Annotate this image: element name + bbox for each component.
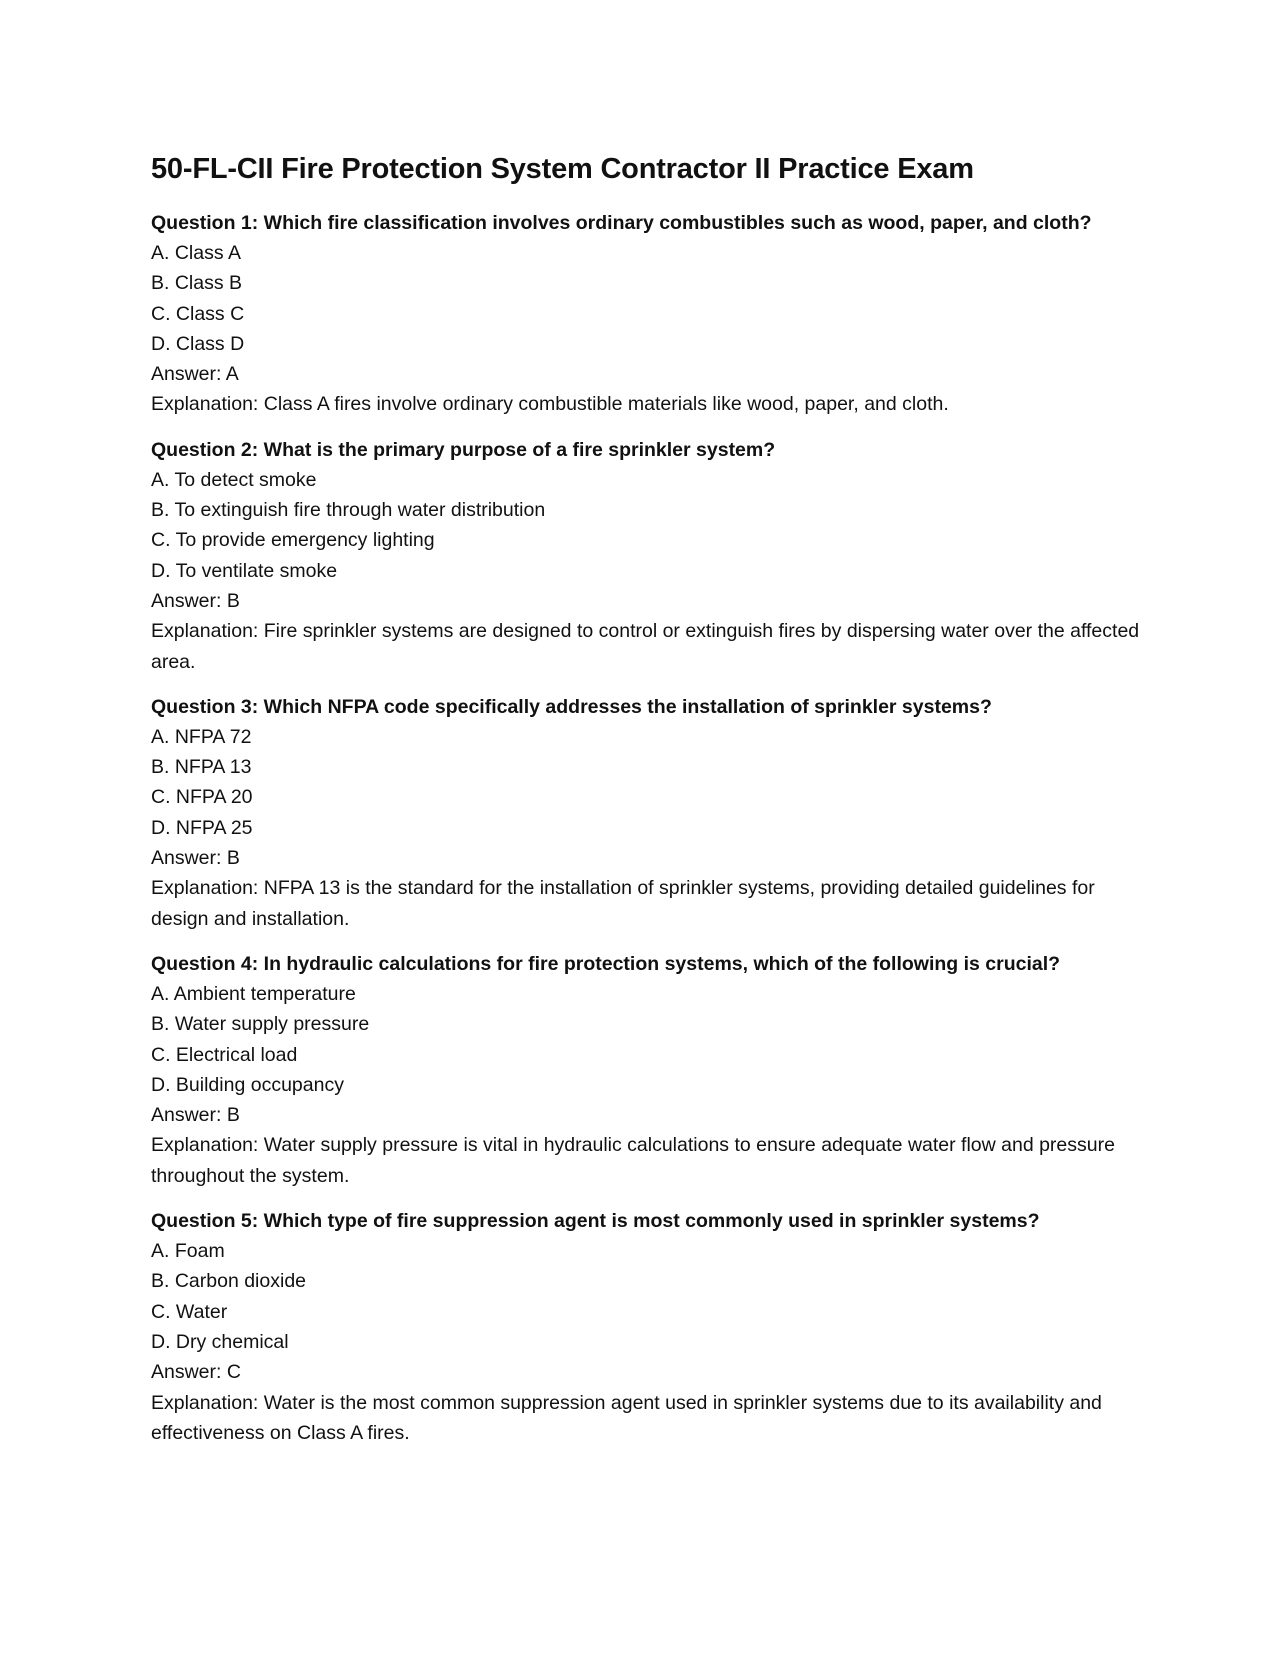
document-title: 50-FL-CII Fire Protection System Contractor II Practice Exam xyxy=(151,153,974,185)
question-text: Question 5: Which type of fire suppression agent is most commonly used in sprinkler systems? xyxy=(151,1210,1040,1233)
option-a: A. To detect smoke xyxy=(151,468,317,491)
option-d: D. Class D xyxy=(151,332,245,355)
option-a: A. Foam xyxy=(151,1240,225,1263)
explanation: Explanation: Water supply pressure is vital in hydraulic calculations to ensure adequate water flow and pressure throughout the system. xyxy=(151,1134,1115,1187)
question-text: Question 4: In hydraulic calculations for fire protection systems, which of the following is crucial? xyxy=(151,952,1061,975)
answer: Answer: B xyxy=(151,589,240,612)
answer: Answer: C xyxy=(151,1361,241,1384)
question-block-5 xyxy=(151,1206,1151,1448)
explanation: Explanation: Class A fires involve ordinary combustible materials like wood, paper, and cloth. xyxy=(151,393,949,416)
option-b: B. Carbon dioxide xyxy=(151,1270,307,1293)
option-a: A. Ambient temperature xyxy=(151,982,356,1005)
option-a: A. Class A xyxy=(151,242,241,264)
question-text: Question 2: What is the primary purpose of a fire sprinkler system? xyxy=(151,438,776,461)
explanation: Explanation: NFPA 13 is the standard for the installation of sprinkler systems, providing detailed guidelines for design and installation. xyxy=(151,877,1095,930)
question-block-2 xyxy=(151,435,1151,677)
option-d: D. NFPA 25 xyxy=(151,816,253,839)
question-block-4 xyxy=(151,949,1151,1191)
option-c: C. Class C xyxy=(151,302,245,325)
option-a: A. NFPA 72 xyxy=(151,725,252,748)
question-text: Question 1: Which fire classification involves ordinary combustibles such as wood, paper, and cloth? xyxy=(151,212,1092,234)
option-d: D. Dry chemical xyxy=(151,1330,289,1353)
answer: Answer: A xyxy=(151,363,239,386)
question-block-1 xyxy=(151,208,1151,420)
answer: Answer: B xyxy=(151,1104,240,1127)
option-b: B. Water supply pressure xyxy=(151,1013,370,1036)
option-b: B. NFPA 13 xyxy=(151,756,252,779)
answer: Answer: B xyxy=(151,847,240,870)
option-d: D. To ventilate smoke xyxy=(151,559,338,582)
document-page xyxy=(151,150,1151,1463)
question-text: Question 3: Which NFPA code specifically addresses the installation of sprinkler systems? xyxy=(151,695,992,718)
option-c: C. Electrical load xyxy=(151,1043,298,1066)
option-b: B. Class B xyxy=(151,272,243,295)
option-c: C. NFPA 20 xyxy=(151,786,253,809)
explanation: Explanation: Fire sprinkler systems are designed to control or extinguish fires by dispersing water over the affected area. xyxy=(151,620,1140,673)
option-b: B. To extinguish fire through water distribution xyxy=(151,499,546,522)
option-c: C. Water xyxy=(151,1300,228,1323)
option-d: D. Building occupancy xyxy=(151,1073,344,1096)
question-block-3 xyxy=(151,692,1151,934)
explanation: Explanation: Water is the most common suppression agent used in sprinkler systems due to its availability and effectiveness on Class A fires. xyxy=(151,1391,1102,1444)
option-c: C. To provide emergency lighting xyxy=(151,529,435,552)
